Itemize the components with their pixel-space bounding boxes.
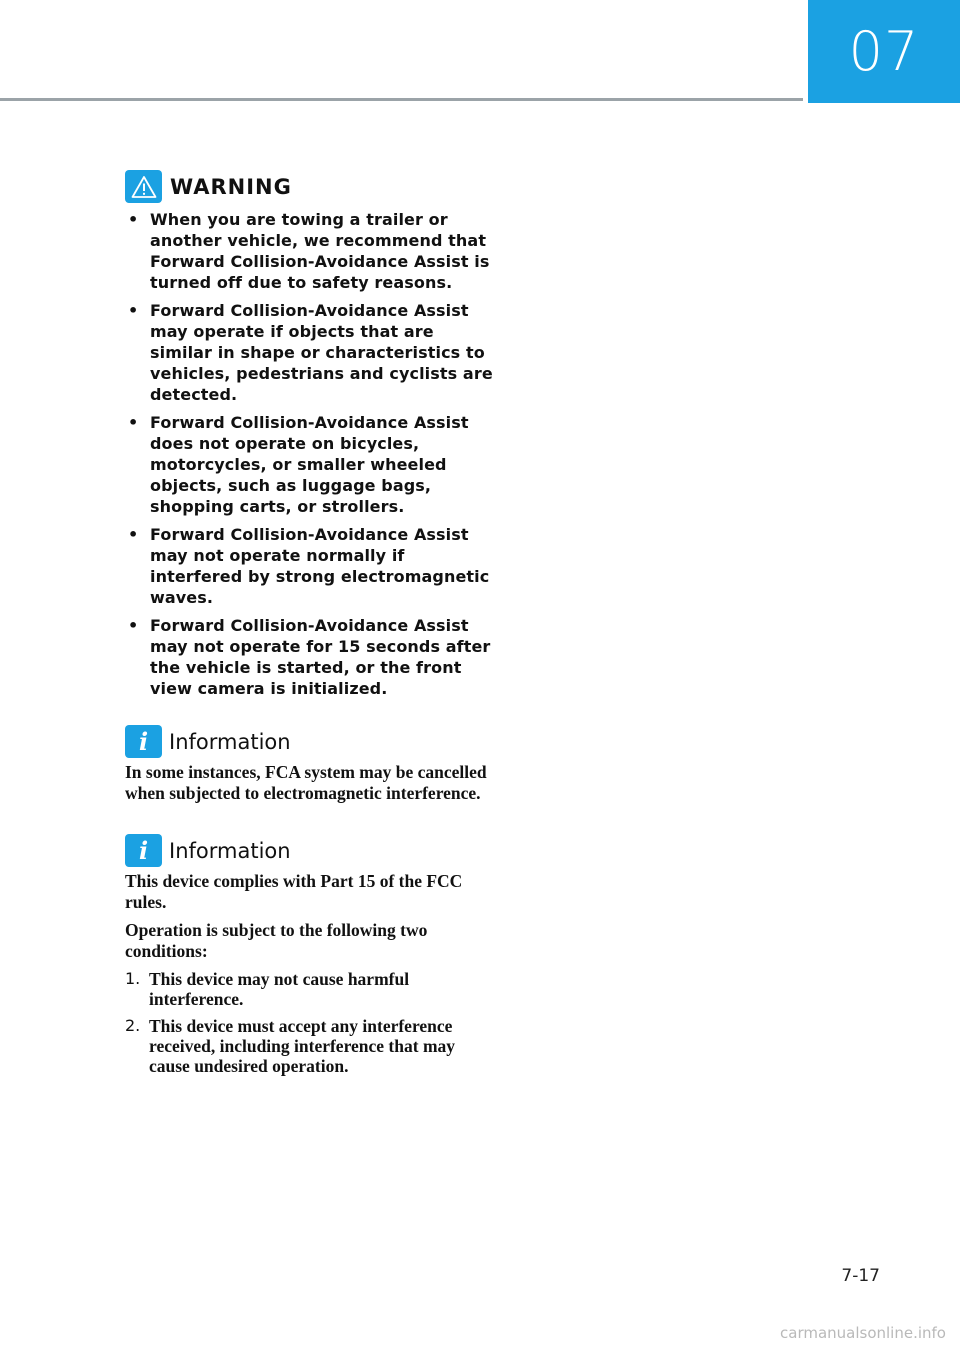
information-title: Information: [169, 729, 291, 754]
warning-item: [125, 615, 495, 699]
condition-number: 1.: [125, 969, 141, 988]
warning-item-text: When you are towing a trailer or another vehicle, we recommend that Forward Collision-Avoidance Assist is turned off due to safety reasons.: [150, 210, 490, 292]
information-header: [125, 834, 495, 867]
page-content: [125, 170, 495, 1083]
warning-item-text: Forward Collision-Avoidance Assist may operate if objects that are similar in shape or characteristics to vehicles, pedestrians and cyclists are detected.: [150, 301, 493, 404]
warning-item: [125, 412, 495, 517]
bullet-glyph: •: [128, 616, 139, 635]
information-title: Information: [169, 838, 291, 863]
warning-item: [125, 209, 495, 293]
header-rule: [0, 98, 803, 101]
condition-item: [125, 1016, 495, 1076]
warning-box: [125, 170, 495, 699]
warning-header: [125, 170, 495, 203]
bullet-glyph: •: [128, 301, 139, 320]
fcc-conditions-text: Operation is subject to the following two conditions:: [125, 920, 428, 961]
warning-triangle-icon: [125, 170, 162, 203]
condition-text: This device must accept any interference received, including interference that may cause undesired operation.: [149, 1016, 456, 1076]
condition-item: [125, 969, 495, 1009]
watermark: carmanualsonline.info: [780, 1324, 946, 1342]
bullet-glyph: •: [128, 413, 139, 432]
condition-text: This device may not cause harmful interference.: [149, 969, 410, 1009]
page-number: 7-17: [841, 1266, 880, 1286]
bullet-glyph: •: [128, 525, 139, 544]
information-text: In some instances, FCA system may be cancelled when subjected to electromagnetic interference.: [125, 762, 487, 803]
warning-list: [125, 209, 495, 699]
warning-item: [125, 524, 495, 608]
fcc-compliance-text: This device complies with Part 15 of the FCC rules.: [125, 871, 463, 912]
chapter-number: 07: [848, 20, 920, 83]
information-box-2: [125, 834, 495, 1076]
warning-item-text: Forward Collision-Avoidance Assist may not operate normally if interfered by strong electromagnetic waves.: [150, 525, 490, 607]
information-header: [125, 725, 495, 758]
bullet-glyph: •: [128, 210, 139, 229]
condition-number: 2.: [125, 1016, 141, 1035]
warning-item-text: Forward Collision-Avoidance Assist does not operate on bicycles, motorcycles, or smaller wheeled objects, such as luggage bags, shopping carts, or strollers.: [150, 413, 469, 516]
warning-item: [125, 300, 495, 405]
chapter-tab: [808, 0, 960, 103]
information-box-1: [125, 725, 495, 804]
fcc-conditions-list: [125, 969, 495, 1076]
warning-item-text: Forward Collision-Avoidance Assist may not operate for 15 seconds after the vehicle is started, or the front view camera is initialized.: [150, 616, 491, 698]
info-icon: i: [125, 725, 162, 758]
warning-title: WARNING: [170, 174, 292, 199]
info-icon: i: [125, 834, 162, 867]
